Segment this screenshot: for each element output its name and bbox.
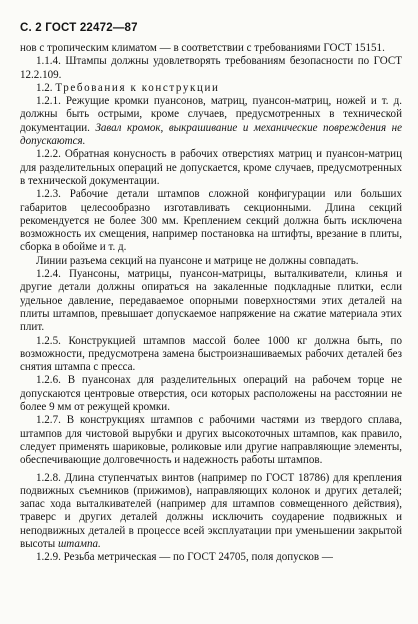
text-run: 1.2.4. Пуансоны, матрицы, пуансон-матрицы, выталкиватели, клинья и другие детали должны опираться на закаленные подкладные плитки, если удельное давление, передаваемое опорными поверхностями этих деталей на плиты штампов, превышает допускаемое напряжение на сжатие материала этих плит. <box>20 268 402 334</box>
text-run: 1.2.1. Режущие кромки пуансонов, матриц, пуансон-матриц, ножей и т. д. должны быть острыми, кроме случаев, предусмотренных в технической документации. <box>20 95 402 134</box>
text-run: 1.2.8. Длина ступенчатых винтов (например по ГОСТ 18786) для крепления подвижных съемников (прижимов), направляющих колонок и других деталей; запас хода выталкивателей (например для штампов совмещенного действия), траверс и других деталей должны исключить соударение подвижных и неподвижных деталей в процессе всей эксплуатации при уменьшении закрытой высоты <box>20 471 402 550</box>
paragraph <box>20 188 402 254</box>
paragraph <box>20 268 402 334</box>
page-header: С. 2 ГОСТ 22472—87 <box>20 22 138 34</box>
text-run: нов с тропическим климатом — в соответствии с требованиями ГОСТ 15151. <box>20 42 385 54</box>
paragraph <box>20 42 402 55</box>
paragraph <box>20 551 402 564</box>
section-heading <box>20 82 402 95</box>
text-run: 1.2.7. В конструкциях штампов с рабочими частями из твердого сплава, штампов для чистовой вырубки и других высокоточных штампов, как правило, следует применять шариковые, роликовые или другие направляющие элементы, обеспечивающие долговечность и надежность работы штампов. <box>20 414 402 467</box>
paragraph <box>20 95 402 148</box>
paragraph <box>20 55 402 82</box>
text-run: 1.2.5. Конструкцией штампов массой более 1000 кг должна быть, по возможности, предусмотрена замена быстроизнашиваемых рабочих деталей без снятия штампа с пресса. <box>20 334 402 374</box>
paragraph <box>20 472 402 552</box>
text-run: Линии разъема секций на пуансоне и матрице не должны совпадать. <box>36 254 359 267</box>
document-body <box>20 42 402 565</box>
paragraph <box>20 148 402 188</box>
text-run: Требования к конструкции <box>55 81 220 94</box>
text-run: 1.2.3. Рабочие детали штампов сложной конфигурации или больших габаритов целесообразно изготавливать секционными. Длина секций рекомендуется не более 300 мм. Креплением секций должна быть исключена возможность их смещения, например постановка на штифты, врезание в плиты, сборка в обойме и т. д. <box>20 188 402 254</box>
text-run: штампа. <box>57 537 101 550</box>
paragraph <box>20 335 402 375</box>
text-run: 1.1.4. Штампы должны удовлетворять требованиям безопасности по ГОСТ 12.2.109. <box>20 55 402 81</box>
paragraph <box>20 414 402 467</box>
text-run: 1.2. <box>36 81 56 94</box>
paragraph <box>20 255 402 268</box>
text-run: 1.2.9. Резьба метрическая — по ГОСТ 24705, поля допусков — <box>36 551 333 564</box>
text-run: 1.2.2. Обратная конусность в рабочих отверстиях матриц и пуансон-матриц для разделительных операций не допускается, кроме случаев, предусмотренных в технической документации. <box>20 148 402 187</box>
text-run: Завал кромок, выкрашивание и механические повреждения не допускаются. <box>20 121 402 148</box>
text-run: 1.2.6. В пуансонах для разделительных операций на рабочем торце не допускаются центровые отверстия, оси которых расположены на расстоянии не более 9 мм от режущей кромки. <box>20 374 402 414</box>
paragraph <box>20 374 402 414</box>
